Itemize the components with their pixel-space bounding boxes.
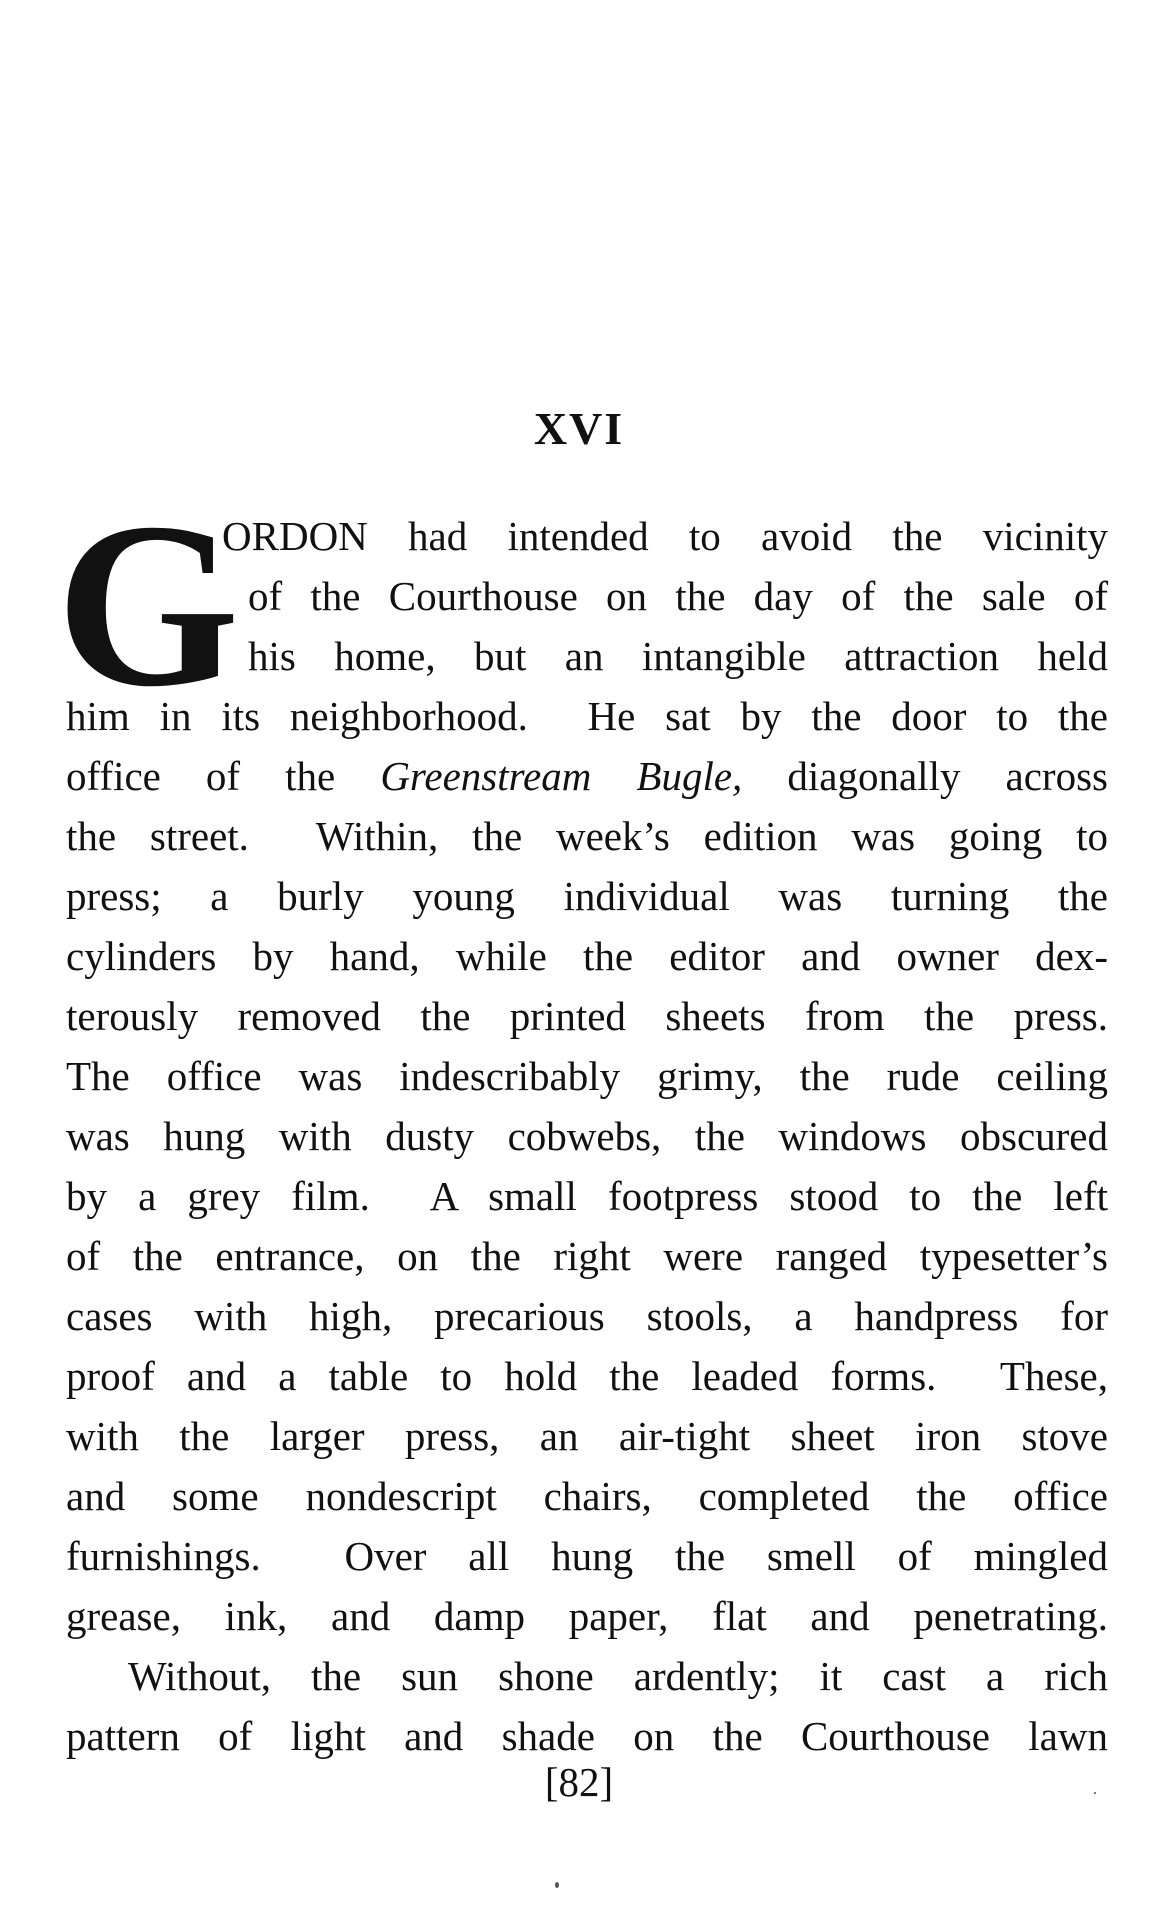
text-run: proof and a table to hold the leaded forms. These, xyxy=(66,1353,1108,1399)
paper-speck xyxy=(1094,1792,1096,1794)
text-run: press; a burly young individual was turning the xyxy=(66,873,1108,919)
page-number: [82] xyxy=(544,1759,614,1805)
text-line xyxy=(66,1293,1108,1340)
text-run: by a grey film. A small footpress stood to the left xyxy=(66,1173,1108,1219)
text-line xyxy=(66,753,1108,800)
text-line xyxy=(222,513,1108,560)
text-line xyxy=(66,873,1108,920)
text-run: Without, the sun shone ardently; it cast a rich xyxy=(128,1653,1108,1699)
text-line xyxy=(66,1353,1108,1400)
text-run: furnishings. Over all hung the smell of mingled xyxy=(66,1533,1108,1579)
italic-text: Greenstream Bugle, xyxy=(380,753,743,799)
chapter-heading: XVI xyxy=(533,403,625,454)
text-run: pattern of light and shade on the Courthouse lawn xyxy=(66,1713,1108,1759)
text-line xyxy=(66,1113,1108,1160)
text-line xyxy=(66,1533,1108,1580)
text-line xyxy=(66,993,1108,1040)
text-line xyxy=(248,573,1108,620)
text-run: grease, ink, and damp paper, flat and penetrating. xyxy=(66,1593,1108,1639)
text-line xyxy=(66,693,1108,740)
text-line xyxy=(66,1473,1108,1520)
text-run: ORDON had intended to avoid the vicinity xyxy=(222,513,1108,559)
text-run: of the entrance, on the right were ranged typesetter’s xyxy=(66,1233,1108,1279)
text-run: the street. Within, the week’s edition was going to xyxy=(66,813,1108,859)
text-line xyxy=(66,1413,1108,1460)
paper-speck xyxy=(555,1882,559,1888)
text-line xyxy=(248,633,1108,680)
text-run: was hung with dusty cobwebs, the windows obscured xyxy=(66,1113,1108,1159)
text-line xyxy=(66,813,1108,860)
text-run: office of the xyxy=(66,753,381,799)
text-line xyxy=(66,1053,1108,1100)
text-run: The office was indescribably grimy, the rude ceiling xyxy=(66,1053,1108,1099)
drop-cap: G xyxy=(56,475,240,736)
text-run: and some nondescript chairs, completed the office xyxy=(66,1473,1108,1519)
text-line xyxy=(66,1173,1108,1220)
text-line xyxy=(66,1233,1108,1280)
text-run: terously removed the printed sheets from the press. xyxy=(66,993,1108,1039)
text-run: his home, but an intangible attraction held xyxy=(248,633,1108,679)
text-run: him in its neighborhood. He sat by the door to the xyxy=(66,693,1108,739)
text-line xyxy=(66,1713,1108,1760)
text-run: diagonally across xyxy=(742,753,1108,799)
text-run: of the Courthouse on the day of the sale of xyxy=(248,573,1108,619)
text-line xyxy=(66,1593,1108,1640)
text-line xyxy=(128,1653,1108,1700)
text-run: cases with high, precarious stools, a handpress for xyxy=(66,1293,1108,1339)
text-line xyxy=(66,933,1108,980)
text-run: with the larger press, an air-tight sheet iron stove xyxy=(66,1413,1108,1459)
text-run: cylinders by hand, while the editor and owner dex- xyxy=(66,933,1108,979)
